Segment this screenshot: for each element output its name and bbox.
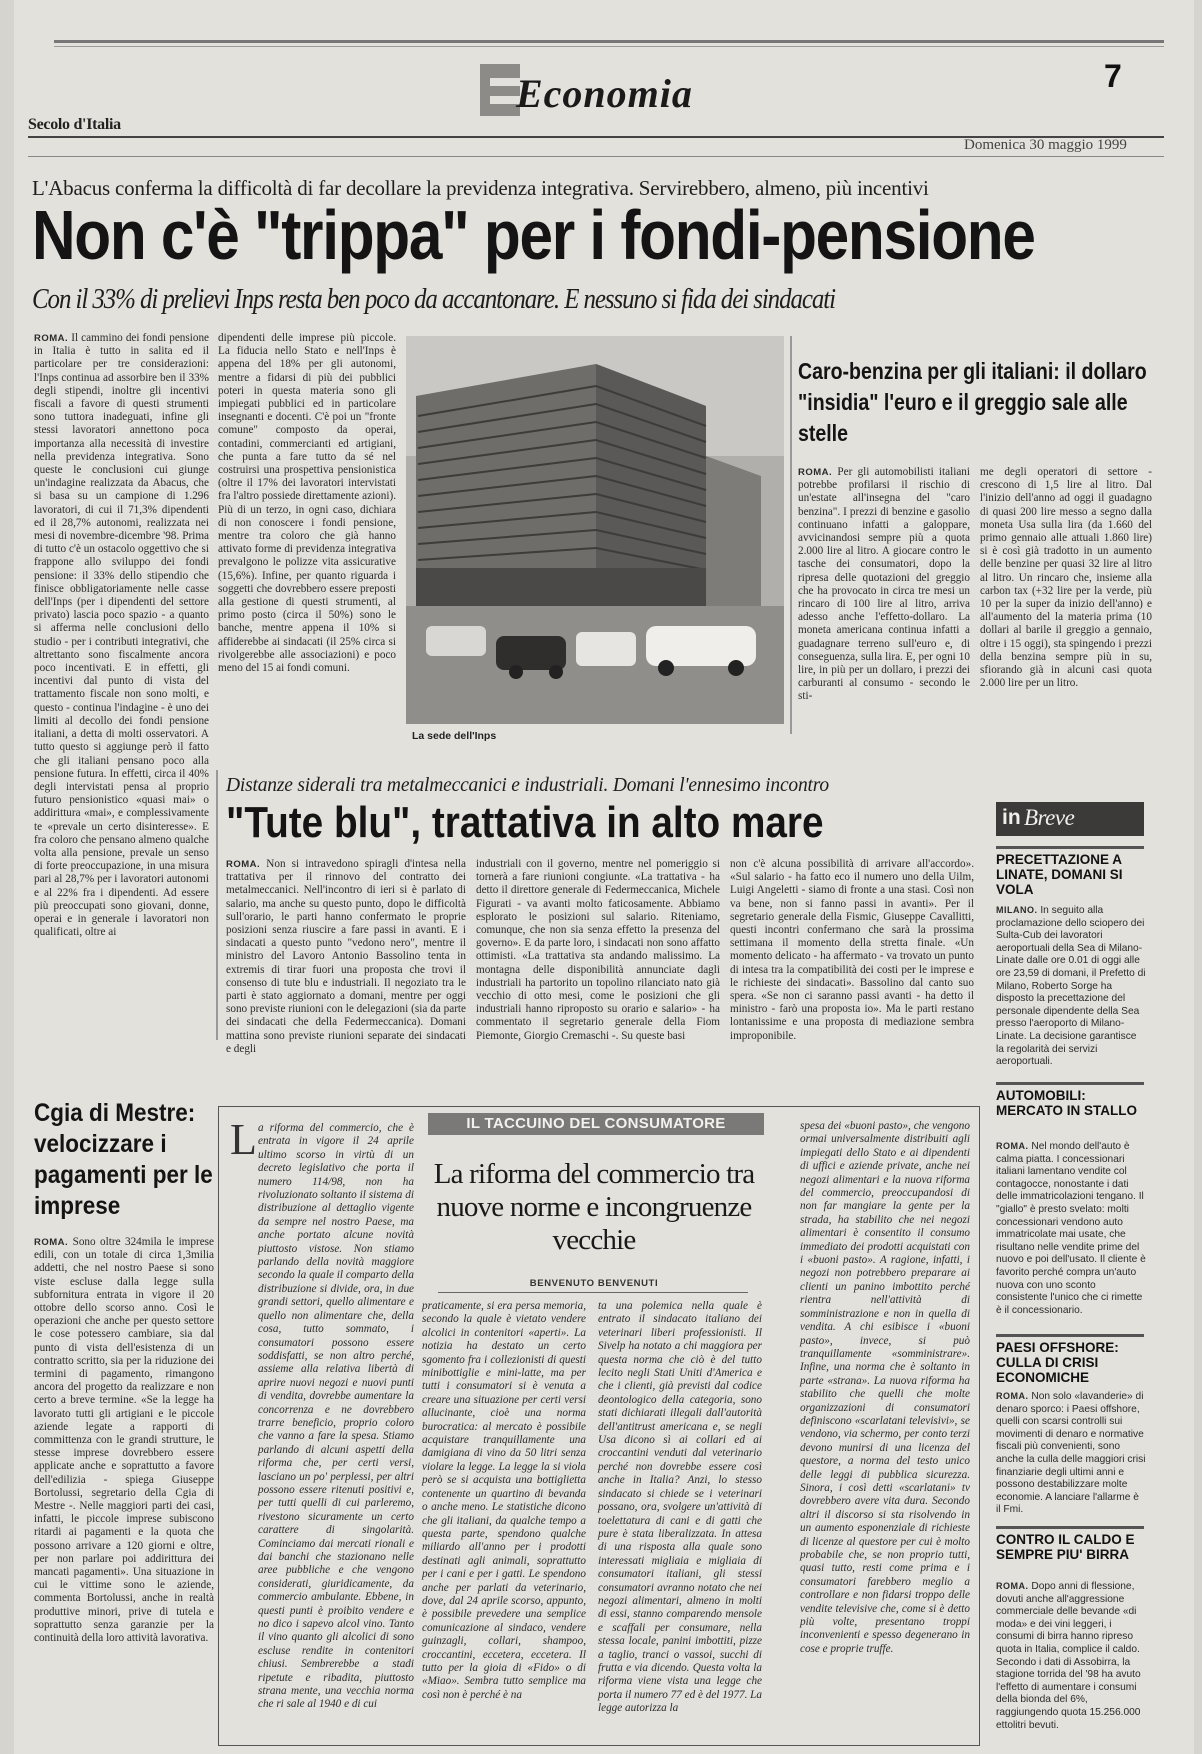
metal-column-3 — [730, 858, 974, 1042]
inbreve-logo — [996, 802, 1144, 836]
metal-column-1 — [226, 858, 466, 1055]
brief-4-title: CONTRO IL CALDO E SEMPRE PIU' BIRRA — [996, 1532, 1135, 1562]
taccuino-column-4 — [800, 1120, 970, 1740]
fuel-left-rule — [790, 336, 792, 734]
taccuino-col2-text: praticamente, si era persa memoria, secondo la quale è vietato vendere alcolici in contenitori «aperti». La notizia ha destato un certo sgomento fra i collezionisti di questi minibottiglie e mini-latte, ma per tutti i consumatori si è venuta a creare una situazione per certi versi allucinante, cioè una norma burocratica: al mercato è possibile acquistare tranquillamente una damigiana di vino da 50 litri senza violare la legge. La legge la si viola però se si acquista una bottiglietta contenente un quartino di bevanda o anche meno. Le statistiche dicono che gli italiani, da qualche tempo a questa parte, spendono qualche miliardo all'anno per i prodotti destinati agli animali, soprattutto per i cani e per i gatti. Le spendono anche per parlati da veterinario, dove, dal 24 aprile scorso, appunto, è possibile prevedere una semplice comunicazione al sindaco, vendere guinzagli, collari, shampoo, croccantini, eccetera, eccetera. Il tutto per la gioia di «Fido» o di «Miao». Sembra tutto semplice ma così non è perché è na — [422, 1300, 586, 1701]
brief-rule-3 — [996, 1334, 1144, 1337]
brief-rule-2 — [996, 1082, 1144, 1085]
brief-3-body — [996, 1390, 1146, 1520]
cgia-dateline: ROMA. — [34, 1237, 69, 1248]
metal-col3-text: non c'è alcuna possibilità di arrivare all'accordo». «Sul salario - ha fatto eco il numero uno della Uilm, Luigi Angeletti - siamo di fronte a una stasi. Così non va bene, non si fanno passi in avanti». Per il segretario generale della Fismic, Giuseppe Cavallitti, questi incontri confermano che sarà la prossima settimana il momento della stretta finale. «Un momento delicato - ha affermato - va trovato un punto di intesa tra la compatibilità dei costi per le imprese e le richieste dei sindacati». Bassolino dal canto suo spera. «Se non ci saranno passi avanti - ha detto il ministro - farò una proposta io». Ma le parti restano lontanissime e una proposta di mediazione sembra improponibile. — [730, 858, 974, 1042]
brief-rule-4 — [996, 1526, 1144, 1529]
lead-kicker: L'Abacus conferma la difficoltà di far decollare la previdenza integrativa. Servirebbero, almeno, più incentivi — [32, 176, 929, 200]
taccuino-byline: BENVENUTO BENVENUTI — [529, 1278, 659, 1289]
fuel-headline: Caro-benzina per gli italiani: il dollaro "insidia" l'euro e il greggio sale alle stelle — [798, 358, 1147, 446]
brief-3-text: Non solo «lavanderie» di denaro sporco: i Paesi offshore, quelli con scarsi controlli sui movimenti di denaro e normative fiscali più convenienti, sono anche la culla delle maggiori crisi finanziarie degli ultimi anni e possono destabilizzare molte economie. A lanciare l'allarme è il Fmi. — [996, 1391, 1146, 1516]
taccuino-band-label: IL TACCUINO DEL CONSUMATORE — [466, 1115, 726, 1132]
fuel-column-2 — [980, 466, 1152, 732]
taccuino-intro-text: a riforma del commercio, che è entrata in vigore il 24 aprile ultimo scorso in virtù di un decreto legislativo che porta il numero 114/98, non ha rivoluzionato soltanto il sistema di distribuzione al dettaglio vigente da sempre nel nostro Paese, ma anche portato alcune novità piuttosto vistose. Non stiamo parlando della novità maggiore secondo la quale il comparto della distribuzione si divide, ora, in due grandi settori, quello alimentare e quello non alimentare che, della cosa, tutto sommato, i consumatori possono essere soddisfatti, se non altro perché, assieme alla relativa libertà di aprire nuovi negozi e nuovi punti di vendita, dovrebbe aumentare la concorrenza e ne dovrebbero trarre beneficio, proprio coloro che vanno a fare la spesa. Stiamo parlando di alcuni aspetti della riforma che, per certi versi, lasciano un po' perplessi, per altri possono essere ritenuti positivi e, per tutti quelli di cui parleremo, rivestono sicuramente un certo carattere di singolarità. Cominciamo dai mercati rionali e dai banchi che stazionano nelle aree pubbliche e che vengono considerati, giuridicamente, da commercio ambulante. Ebbene, in questi punti è proibito vendere e no dico i sapevo alcol vino. Tanto il vino quanto gli alcolici di sono escluse rendite in contenitori chiusi. Sembrerebbe a stadi ripetute e ribadita, piuttosto strana mente, una vecchia norma che ri sale al 1940 e di cui — [258, 1122, 414, 1711]
brief-1-body — [996, 904, 1146, 1068]
fuel-col2-text: me degli operatori di settore - crescono di 1,5 lire al litro. Dal l'inizio dell'anno ad oggi il guadagno di quasi 200 lire messo a segno dalla moneta Usa sulla lira (da 1.660 del primo gennaio alle attuali 1.860 lire) si è così già tradotto in un aumento delle benzine per quasi 32 lire al litro al litro. Un rincaro che, insieme alla carbon tax (+32 lire per la verde, più 10 per la super da inizio dell'anno) e all'aumento del la materia prima (10 dollari al barile il greggio a gennaio, oltre i 15 oggi), sta spingendo i prezzi della benzina sempre più in su, sfiorando già in alcuni casi quota 2.000 lire per un litro. — [980, 466, 1152, 690]
metal-col2-text: industriali con il governo, mentre nel pomeriggio si tornerà a fare riunioni congiunte. «La trattativa - ha detto il direttore generale di Federmeccanica, Michele Figurati - va avanti molto faticosamente. Abbiamo esplorato le posizioni sul salario. Riteniamo, comunque, che non sia senza effetto la presenza del governo». E da parte loro, i sindacati non sono affatto ottimisti. «La trattativa sta andando malissimo. La montagna delle disponibilità annunciate dagli industriali ha partorito un topolino rilanciato nato già vecchio di otto mesi, come le posizioni che gli industriali hanno riproposto su orario e salario» - ha commentato il segretario generale della Fiom Piemonte, Giorgio Cremaschi -. Su queste basi — [476, 858, 720, 1042]
top-rule — [54, 40, 1164, 43]
inbreve-logo-in: in — [1002, 806, 1021, 829]
brief-2-dateline: ROMA. — [996, 1141, 1029, 1151]
masthead: Secolo d'Italia — [28, 116, 121, 133]
fuel-column-1 — [798, 466, 970, 732]
brief-4-dateline: ROMA. — [996, 1581, 1029, 1591]
brief-4-text: Dopo anni di flessione, dovuti anche all'aggressione commerciale delle bevande «di moda» e dei vini leggeri, i consumi di birra hanno ripreso quota in Italia, complice il caldo. Secondo i dati di Assobirra, la stagione torrida del '98 ha avuto l'effetto di aumentare i consumi della bionda del 6%, raggiungendo quota 15.256.000 ettolitri bevuti. — [996, 1581, 1141, 1731]
brief-3-title: PAESI OFFSHORE: CULLA DI CRISI ECONOMICHE — [996, 1340, 1119, 1385]
metal-left-rule — [216, 770, 218, 1040]
brief-rule-1 — [996, 846, 1144, 849]
lead-headline: Non c'è "trippa" per i fondi-pensione — [32, 196, 1035, 274]
lead-dateline: ROMA. — [34, 333, 69, 344]
metal-col1-text: Non si intravedono spiragli d'intesa nella trattativa per il rinnovo del contratto dei metalmeccanici. Nell'incontro di ieri si è parlato di salario, ma anche su questo punto, dopo le difficoltà sull'orario, le parti hanno confermato le proprie posizioni senza riuscire a fare passi in avanti. E i sindacati a questo punto "vedono nero", mentre il ministro del Lavoro Antonio Bassolino tenta in extremis di tirar fuori una proposta che trovi il consenso di tute blu e industriali. Il negoziato tra le parti è stato aggiornato a domani, mentre per oggi sono previste riunioni con le delegazioni (sia da parte dei sindacati che della Federmeccanica). Domani mattina sono previste riunioni separate dei sindacati e degli — [226, 858, 466, 1055]
brief-2-body — [996, 1140, 1146, 1326]
issue-date: Domenica 30 maggio 1999 — [964, 137, 1127, 153]
byline-rule — [438, 1292, 748, 1293]
brief-4-body — [996, 1580, 1146, 1746]
page-number: 7 — [1104, 58, 1122, 94]
taccuino-column-3 — [598, 1300, 762, 1740]
inbreve-logo-rest: Breve — [1024, 805, 1075, 830]
metal-kicker: Distanze siderali tra metalmeccanici e industriali. Domani l'ennesimo incontro — [226, 774, 829, 796]
photo-caption: La sede dell'Inps — [412, 730, 497, 742]
header-rule-2 — [28, 156, 1164, 157]
taccuino-column-2 — [422, 1300, 586, 1740]
taccuino-col4-text: spesa dei «buoni pasto», che vengono ormai universalmente distribuiti agli impiegati dello Stato e ai dipendenti di uffici e aziende private, anche nei negozi alimentari e la nuova riforma del commercio, preoccupandosi di non far mangiare la gente per la strada, ha stabilito che nei negozi alimentari è consentito il consumo immediato dei prodotti acquistati con i «buoni pasto». A ragione, infatti, i negozi non potrebbero preparare ai clienti un panino imbottito perché rientra nell'attività di somministrazione e non in quella di vendita. A chi esibisce i «buoni pasto», invece, si può tranquillamente «somministrare». Infine, una norma che è soltanto in parte «strana». La nuova riforma ha stabilito che quelli che molte organizzazioni di consumatori definiscono «scarlatani televisivi», se vendono, via schermo, per conto terzi devono munirsi di una licenza del questore, a norma del testo unico delle leggi di pubblica sicurezza. Sinora, i così detti «scarlatani» tv dovrebbero avere vita dura. Secondo altri il discorso si sta risolvendo in un aumento esponenziale di richieste di licenze al questore per cui è molto probabile che, se non proprio tutti, quasi tutto, resti come prima e i consumatori farebbero meglio a controllare e non fidarsi troppo delle vendite televisive che, come si è detto più volte, presentano troppi inconvenienti e spesso degenerano in cose e proprie truffe. — [800, 1120, 970, 1655]
lead-column-1 — [34, 332, 209, 1040]
brief-1-title: PRECETTAZIONE A LINATE, DOMANI SI VOLA — [996, 852, 1123, 897]
taccuino-band — [428, 1113, 764, 1135]
fuel-dateline: ROMA. — [798, 467, 833, 478]
section-logo — [480, 58, 700, 128]
brief-3-dateline: ROMA. — [996, 1391, 1029, 1401]
taccuino-intro — [258, 1122, 414, 1740]
cgia-headline: Cgia di Mestre: velocizzare i pagamenti per le imprese — [34, 1099, 213, 1220]
taccuino-headline: La riforma del commercio tra nuove norme e incongruenze vecchie — [433, 1158, 755, 1256]
metal-column-2 — [476, 858, 720, 1042]
metal-dateline: ROMA. — [226, 859, 261, 870]
brief-1-dateline: MILANO. — [996, 905, 1038, 915]
brief-2-text: Nel mondo dell'auto è calma piatta. I concessionari italiani lamentano vendite col contagocce, nonostante i dati delle immatricolazioni tengano. Il "giallo" è presto svelato: molti concessionari vendono auto immatricolate mai usate, che risultano nelle vendite prime del nuovo e poi dell'usato. Il cliente è favorito perché compra un'auto nuova con uno sconto consistente l'unico che ci rimette è il concessionario. — [996, 1141, 1146, 1316]
section-title: Economia — [516, 71, 693, 116]
newspaper-page — [14, 0, 1194, 1754]
fuel-col1-text: Per gli automobilisti italiani potrebbe profilarsi il rischio di un'estate all'insegna del "caro benzina". I prezzi di benzine e gasolio continuano infatti a galoppare, avvicinandosi sempre più a quota 2.000 lire al litro. A giocare contro le tasche dei consumatori, dopo la ripresa delle quotazioni del greggio che ha provocato in circa tre mesi un rincaro di 100 lire al litro, arriva adesso anche l'effetto-dollaro. La moneta americana continua infatti a guadagnare terreno sull'euro e, di conseguenza, sulla lira. E, per ogni 10 lire, in più per un dollaro, i prezzi dei carburanti al consumo - secondo le sti- — [798, 466, 970, 703]
metal-headline: "Tute blu", trattativa in alto mare — [226, 798, 824, 847]
cgia-column — [34, 1236, 214, 1736]
lead-col1-text: Il cammino dei fondi pensione in Italia è tutto in salita ed il particolare per tre considerazioni: l'Inps continua ad assorbire ben il 33% degli stipendi, inoltre gli incentivi fiscali a favore di questi strumenti sono tuttora inadeguati, infine gli stessi lavoratori annettono poca importanza alla necessità di investire nella previdenza integrativa. Sono queste le conclusioni cui giunge un'indagine realizzata da Abacus, che si basa su un campione di 1.296 lavoratori, di cui il 71,3% dipendenti ed il 28,7% autonomi, realizzata nei mesi di novembre-dicembre '98. Prima di tutto c'è un ostacolo oggettivo che si frappone allo sviluppo dei fondi pensione: il 33% dello stipendio che finisce obbligatoriamente nelle casse dell'Inps (per i dipendenti del settore privato) lascia poco spazio - a quanto si afferma nelle conclusioni dello studio - per i contributi integrativi, che altrettanto sono fiscalmente ancora poco incentivati. E in effetti, gli incentivi dal punto di vista del trattamento fiscale non sono molti, e questo - continua l'indagine - è uno dei limiti al decollo dei fondi pensione italiani, a detta di molti osservatori. A tutto questo si aggiunge però il fatto che gli italiani pensano poco alla pensione futura. In effetti, circa il 40% degli intervistati pensa al proprio futuro pensionistico «quasi mai» o addirittura «mai», e complessivamente te «prevale un certo disinteresse». E fra coloro che pensano almeno qualche volta alla pensione, prevale un senso di forte preoccupazione, in una misura pari al 28,7% per i lavoratori autonomi e al 22% fra i dipendenti. Ad essere più preoccupati sono giovani, donne, operai e in generale i lavoratori non qualificati, oltre ai — [34, 332, 209, 939]
taccuino-col3-text: ta una polemica nella quale è entrato il sindacato italiano dei veterinari liberi professionisti. Il Sivelp ha notato a chi maggiora per questa norma che ciò è del tutto lecito negli Stati Uniti d'America e che i clienti, già previsti dal codice deontologico della categoria, sono stati dichiarati illegali dall'autorità dell'antitrust americana e, se negli Usa dicono sì ai collari ed ai croccantini venduti dal veterinario perché non dovrebbe essere così anche in Italia? Anzi, lo stesso sindacato si chiede se i veterinari possano, ora, svolgere un'attività di toelettatura di cani e di gatti che pure è stata liberalizzata. In attesa di una risposta alla quale sono interessati migliaia e migliaia di consumatori italiani, gli stessi consumatori avranno notato che nei negozi alimentari, almeno in molti di essi, stanno comparendo mensole e scaffali per consumare, nella stessa locale, panini imbottiti, pizze a taglio, tranci o vassoi, succhi di frutta e via dicendo. Questa volta la riforma viene vista una legge che porta il numero 77 ed è del 1977. La legge autorizza la — [598, 1300, 762, 1715]
lead-col2-text: dipendenti delle imprese più piccole. La fiducia nello Stato e nell'Inps è appena del 18% per gli autonomi, mentre a fidarsi di più dei pubblici poteri in questa materia sono gli impiegati pubblici ed in particolare insegnanti e docenti. C'è poi un "fronte comune" composto da operai, contadini, commercianti ed artigiani, che punta a fare tutto da sé nel costruirsi una prospettiva pensionistica (oltre il 17% dei lavoratori intervistati fra l'altro possiede direttamente azioni). Più di un terzo, in ogni caso, dichiara di non conoscere i fondi pensione, mentre tra coloro che già hanno attivato forme di previdenza integrativa prevalgono le polizze vita assicurative (15,6%). Infine, per quanto riguarda i soggetti che dovrebbero essere preposti alla gestione di questi strumenti, al primo posto (circa il 50%) sono le banche, mentre appena il 10% si affiderebbe ai sindacati (il 25% circa si rivolgerebbe alle associazioni) e poco meno del 15 ai fondi comuni. — [218, 332, 396, 675]
brief-1-text: In seguito alla proclamazione dello sciopero dei Sulta-Cub dei lavoratori aeroportuali della Sea di Milano-Linate dalle ore 0.01 di oggi alle ore 23,59 di domani, il Prefetto di Milano, Roberto Sorge ha disposto la precettazione del personale dipendente della Sea presso l'aeroporto di Milano-Linate. La decisione garantisce la regolarità dei servizi aeroportuali. — [996, 905, 1146, 1068]
inps-building-photo — [406, 336, 784, 724]
brief-2-title: AUTOMOBILI: MERCATO IN STALLO — [996, 1088, 1137, 1118]
taccuino-dropcap: L — [230, 1115, 257, 1164]
lead-subhead: Con il 33% di prelievi Inps resta ben poco da accantonare. E nessuno si fida dei sindacati — [32, 284, 835, 315]
cgia-text: Sono oltre 324mila le imprese edili, con un totale di circa 1,3milia addetti, che nel nostro Paese si sono viste escluse dalla legge sulla subfornitura entrata in vigore il 20 ottobre dello scorso anno. Così le operazioni che anche per questo settore le cose potessero cambiare, sia dal punto di vista dell'esistenza di un contratto scritto, sia per la riduzione dei termini di pagamento, rimangono ancora del progetto da realizzare e non certo a breve termine. «Se la legge ha lavorato tutti gli artigiani e le piccole aziende legate a rapporti di committenza con le grandi strutture, le stesse imprese dovrebbero essere applicate anche e soprattutto a favore dell'edilizia - spiega Giuseppe Bortolussi, segretario della Cgia di Mestre -. Nelle maggiori parti dei casi, infatti, le piccole imprese subiscono ritardi ai pagamenti e la quota che possono arrivare a 120 giorni e oltre, per non parlare poi addirittura dei mancati pagamenti». Una situazione in cui le vittime sono le aziende, commenta Bortolussi, anche in realtà produttive minori, prive di tutela e soprattutto senza garanzie per la continuità della loro attività lavorativa. — [34, 1236, 214, 1645]
building-image — [406, 336, 784, 724]
top-rule-thin — [54, 46, 1164, 47]
lead-column-2 — [218, 332, 396, 724]
